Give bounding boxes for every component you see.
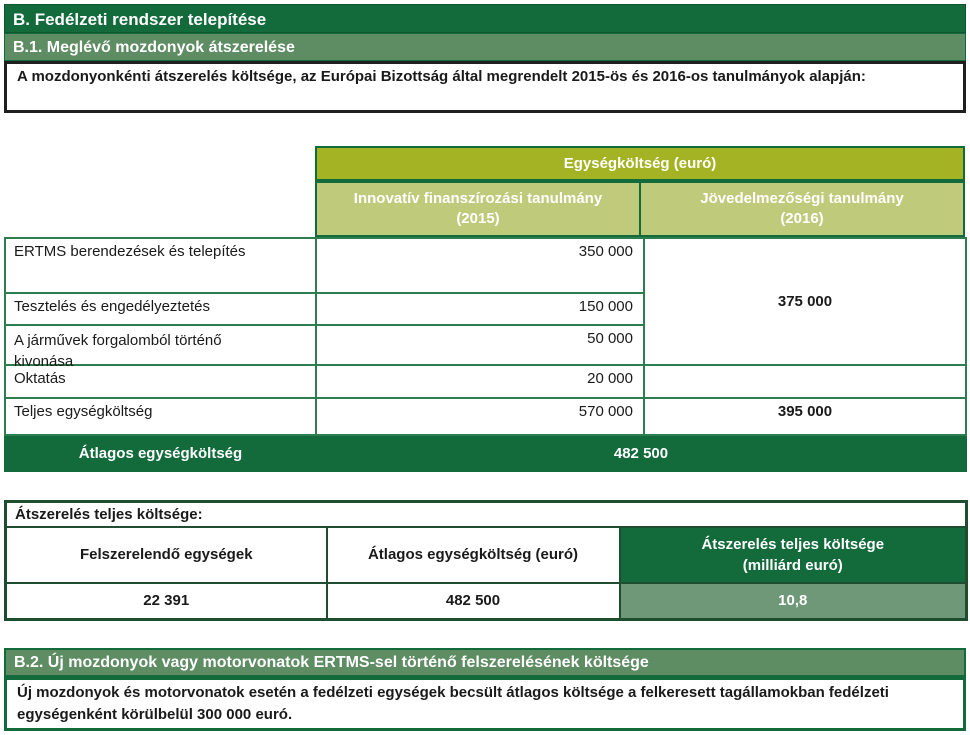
value-2016-merged: 375 000	[644, 238, 966, 365]
unit-cost-table-header	[315, 146, 965, 181]
column-header-total-cost	[620, 527, 967, 583]
section-b2-text-box	[4, 677, 966, 731]
row-label-ertms-equipment: ERTMS berendezések és telepítés	[5, 238, 316, 293]
value-2016-total: 395 000	[644, 398, 966, 435]
table-header-row	[6, 527, 967, 583]
value-2015-withdrawal: 50 000	[316, 325, 644, 365]
value-2015-training: 20 000	[316, 365, 644, 398]
section-b-header	[4, 4, 966, 33]
row-label-testing: Tesztelés és engedélyeztetés	[5, 293, 316, 325]
withdrawal-label-line1: A járművek forgalomból történő	[14, 332, 222, 349]
units-value: 22 391	[6, 583, 327, 620]
total-cost-header-line1: Átszerelés teljes költsége	[701, 535, 885, 553]
section-b2-title: B.2. Új mozdonyok vagy motorvonatok ERTMS-sel történő felszerelésének költsége	[14, 654, 649, 671]
table-caption-row	[6, 502, 967, 527]
total-cost-value: 10,8	[620, 583, 967, 620]
value-2016-training-empty	[644, 365, 966, 398]
study-2015-name: Innovatív finanszírozási tanulmány	[353, 190, 603, 207]
unit-cost-header-label: Egységköltség (euró)	[563, 155, 717, 172]
total-cost-caption: Átszerelés teljes költsége:	[6, 502, 967, 527]
table-row	[5, 238, 966, 293]
section-b1-intro-text: A mozdonyonkénti átszerelés költsége, az Európai Bizottság által megrendelt 2015-ös és 2016-os tanulmányok alapján:	[17, 68, 866, 85]
study-2016-year: (2016)	[780, 210, 824, 227]
table-value-row	[6, 583, 967, 620]
table-row	[5, 365, 966, 398]
value-2015-ertms-equipment: 350 000	[316, 238, 644, 293]
section-b2-header	[4, 648, 966, 677]
average-unit-cost-value: 482 500	[316, 435, 966, 471]
average-unit-cost-label: Átlagos egységköltség	[5, 435, 316, 471]
value-2015-total: 570 000	[316, 398, 644, 435]
study-2016-name: Jövedelmezőségi tanulmány	[700, 190, 904, 207]
column-header-study-2015	[317, 183, 639, 235]
total-cost-header-line2: (milliárd euró)	[742, 556, 843, 574]
section-b2-body-text: Új mozdonyok és motorvonatok esetén a fedélzeti egységek becsült átlagos költsége a felkeresett tagállamokban fedélzeti egységenként körülbelül 300 000 euró.	[17, 684, 889, 723]
row-label-vehicle-withdrawal	[5, 325, 316, 370]
section-b1-header	[4, 33, 966, 61]
row-label-training: Oktatás	[5, 365, 316, 398]
withdrawal-label-line2-clipped: kivonása	[14, 353, 74, 370]
section-b1-intro-box	[4, 61, 966, 113]
column-header-units: Felszerelendő egységek	[6, 527, 327, 583]
section-b-title: B. Fedélzeti rendszer telepítése	[13, 10, 267, 29]
unit-cost-table-body	[4, 237, 967, 472]
table-row	[5, 398, 966, 435]
section-b1-title: B.1. Meglévő mozdonyok átszerelése	[13, 39, 295, 56]
row-label-total-unit-cost: Teljes egységköltség	[5, 398, 316, 435]
avg-unit-cost-value: 482 500	[327, 583, 620, 620]
value-2015-testing: 150 000	[316, 293, 644, 325]
column-header-study-2016	[641, 183, 963, 235]
average-unit-cost-row	[5, 435, 966, 471]
study-2015-year: (2015)	[456, 210, 500, 227]
total-cost-table	[4, 500, 968, 621]
unit-cost-table-subheaders	[315, 181, 965, 237]
column-header-avg-unit-cost: Átlagos egységköltség (euró)	[327, 527, 620, 583]
